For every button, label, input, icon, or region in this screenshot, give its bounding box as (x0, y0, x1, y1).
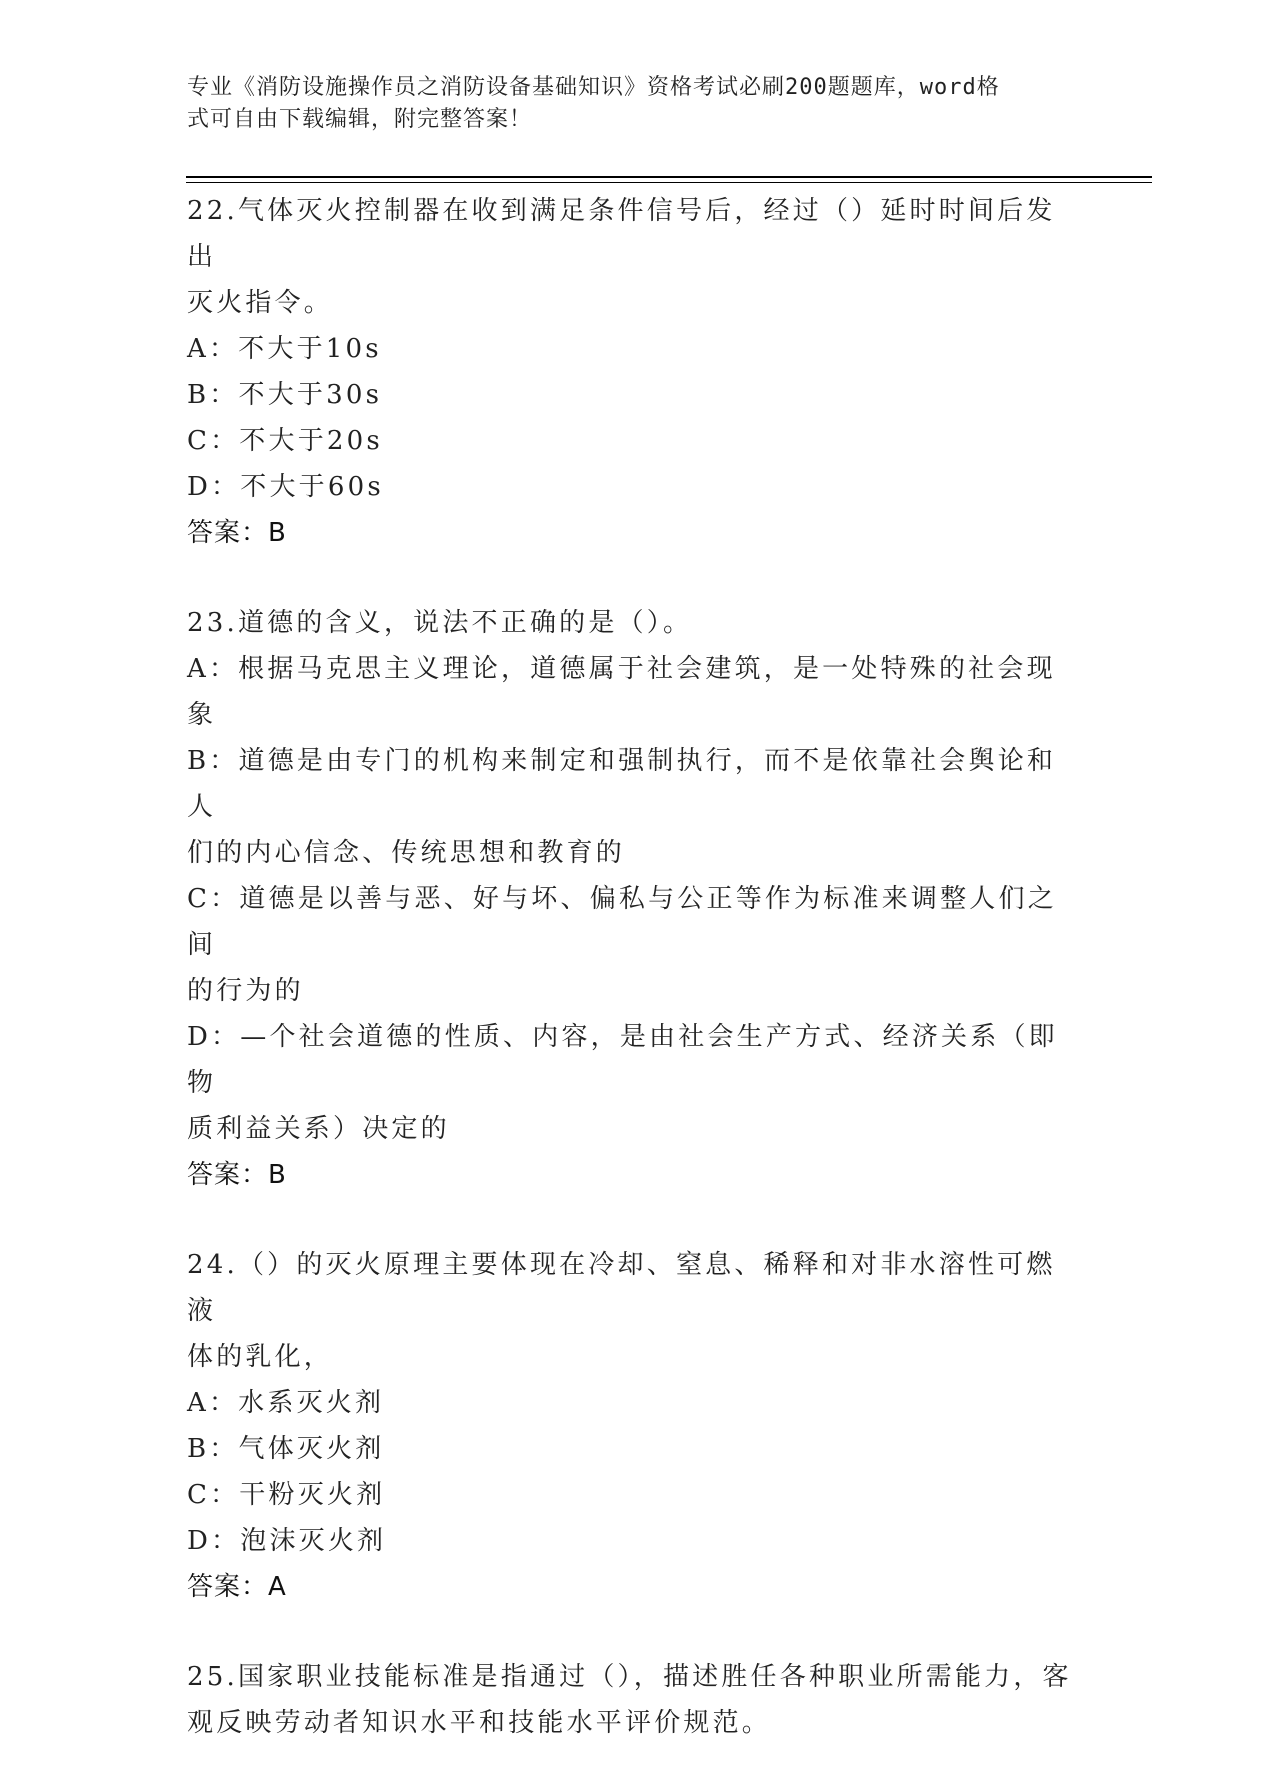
option-text-line: A：不大于10s (187, 334, 382, 364)
question-stem-line: 24.（）的灭火原理主要体现在冷却、窒息、稀释和对非水溶性可燃液 (187, 1250, 1056, 1326)
answer-option (187, 1518, 1077, 1564)
answer-key: 答案：B (187, 1160, 287, 1190)
header-line-1: 专业《消防设施操作员之消防设备基础知识》资格考试必刷200题题库，word格 (187, 75, 1000, 100)
question-block (187, 1242, 1077, 1610)
option-text-line: A：水系灭火剂 (187, 1388, 385, 1418)
question-block (187, 188, 1077, 556)
question-stem-line: 22.气体灭火控制器在收到满足条件信号后，经过（）延时时间后发出 (187, 196, 1056, 272)
option-text-line: B：气体灭火剂 (187, 1434, 385, 1464)
option-text-line: B：不大于30s (187, 380, 383, 410)
option-text-line: D：不大于60s (187, 472, 384, 502)
answer-key: 答案：A (187, 1572, 287, 1602)
answer-option (187, 646, 1077, 738)
page-header (187, 72, 1067, 136)
answer-option (187, 418, 1077, 464)
option-text-line: D：泡沫灭火剂 (187, 1526, 387, 1556)
answer-option (187, 1014, 1077, 1152)
header-divider-thick (186, 176, 1152, 178)
header-divider-thin (186, 182, 1152, 183)
answer-option (187, 326, 1077, 372)
question-stem-line: 25.国家职业技能标准是指通过（），描述胜任各种职业所需能力，客 (187, 1662, 1072, 1692)
question-stem-line: 灭火指令。 (187, 288, 334, 318)
question-block (187, 600, 1077, 1198)
question-stem-line: 23.道德的含义，说法不正确的是（）。 (187, 608, 693, 638)
answer-option (187, 738, 1077, 876)
question-stem-line: 观反映劳动者知识水平和技能水平评价规范。 (187, 1708, 772, 1738)
answer-key: 答案：B (187, 518, 287, 548)
option-text-line: 的行为的 (187, 976, 304, 1006)
option-text-line: 质利益关系）决定的 (187, 1114, 450, 1144)
answer-option (187, 464, 1077, 510)
answer-option (187, 876, 1077, 1014)
option-text-line: D：—个社会道德的性质、内容，是由社会生产方式、经济关系（即物 (187, 1022, 1058, 1098)
question-stem-line: 体的乳化， (187, 1342, 334, 1372)
question-list (187, 188, 1077, 1790)
header-line-2: 式可自由下载编辑，附完整答案！ (187, 107, 533, 132)
option-text-line: B：道德是由专门的机构来制定和强制执行，而不是依靠社会舆论和人 (187, 746, 1057, 822)
option-text-line: C：干粉灭火剂 (187, 1480, 386, 1510)
option-text-line: A：根据马克思主义理论，道德属于社会建筑，是一处特殊的社会现象 (187, 654, 1056, 730)
answer-option (187, 372, 1077, 418)
option-text-line: 们的内心信念、传统思想和教育的 (187, 838, 626, 868)
answer-option (187, 1426, 1077, 1472)
answer-option (187, 1472, 1077, 1518)
question-block (187, 1654, 1077, 1746)
option-text-line: C：道德是以善与恶、好与坏、偏私与公正等作为标准来调整人们之间 (187, 884, 1057, 960)
option-text-line: C：不大于20s (187, 426, 383, 456)
answer-option (187, 1380, 1077, 1426)
